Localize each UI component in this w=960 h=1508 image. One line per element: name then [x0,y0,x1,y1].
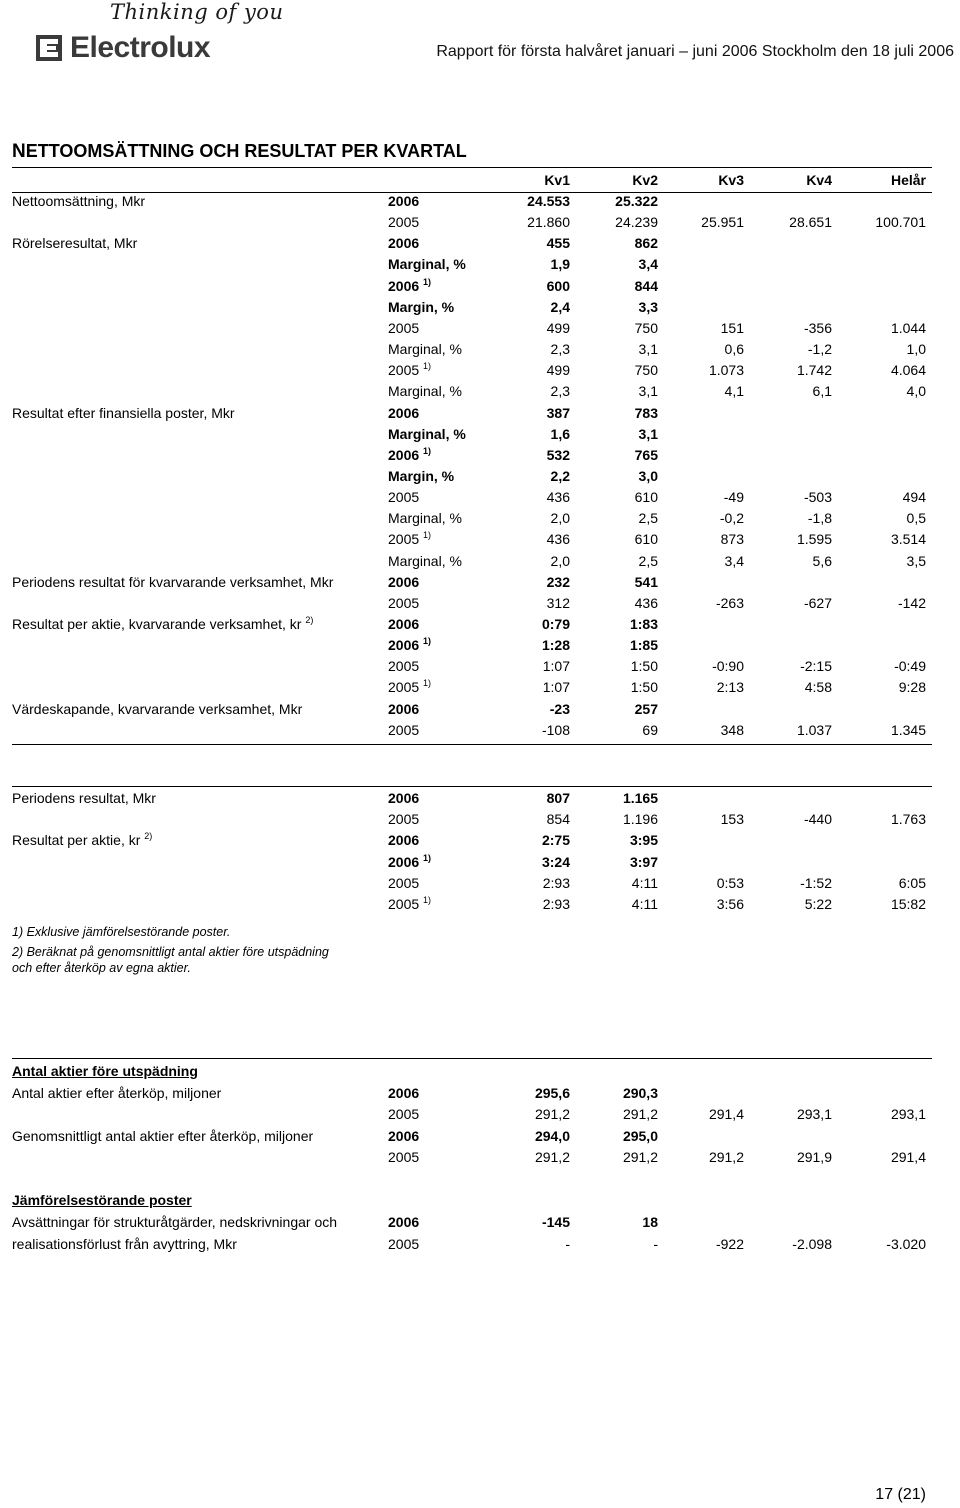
table-row [0,788,960,809]
cell-value: -0:49 [894,658,926,675]
cell-value: 1:85 [629,637,658,654]
cell-value: -3.020 [886,1235,926,1252]
cell-value: 100.701 [875,214,926,231]
footnotes [12,924,329,976]
cell-value: -922 [715,1235,744,1252]
section-title-rest: ETTOOMSÄTTNING OCH RESULTAT PER KVARTAL [25,141,467,161]
cell-value: 436 [546,531,570,548]
cell-value: 69 [642,721,658,738]
cell-value: -0:90 [712,658,744,675]
cell-value: -0,2 [719,510,744,527]
cell-value: 2:93 [542,896,570,912]
row-label: Periodens resultat, Mkr [12,790,156,806]
cell-value: 232 [546,573,570,590]
row-period: 2005 [388,721,420,738]
table-row [0,1104,960,1125]
cell-value: 25.322 [615,193,658,209]
cell-value: 1:07 [542,679,570,696]
table-row [0,809,960,830]
cell-value: - [653,1235,658,1252]
brand-wordmark: Electrolux [70,31,211,64]
cell-value: 0,6 [724,341,744,358]
row-period: 2006 $^{1)}$ [388,276,432,294]
cell-value: 854 [546,811,570,828]
cell-value: 1:28 [541,637,570,654]
cell-value: 18 [642,1214,658,1230]
table-row [0,381,960,402]
cell-value: 257 [634,700,658,717]
row-period: 2006 [388,1127,420,1144]
cell-value: 3,4 [724,552,744,569]
table-row [0,254,960,275]
divider [12,786,932,787]
cell-value: 293,1 [890,1106,926,1123]
tagline-text: Thinking of you [110,0,284,24]
footnote-1: 1) Exklusive jämförelsestörande poster. [12,925,231,939]
table-row [0,445,960,466]
cell-value: -108 [541,721,570,738]
row-period: 2006 [388,1085,420,1101]
row-period: 2005 [388,1106,420,1123]
row-label: Genomsnittligt antal aktier efter återköp, miljoner [12,1127,314,1144]
footnote-2a: 2) Beräknat på genomsnittligt antal aktier före utspädning [12,945,329,959]
cell-value: 1,6 [550,425,570,442]
cell-value: 3:97 [629,853,658,870]
cell-value: 5,6 [812,552,832,569]
cell-value: -263 [715,594,744,611]
cell-value: 3:95 [629,832,658,849]
cell-value: - [565,1235,570,1252]
row-label: realisationsförlust från avyttring, Mkr [12,1235,237,1252]
table-row [0,1212,960,1233]
table-row [0,720,960,741]
cell-value: 844 [634,277,658,294]
row-period: 2005 [388,594,420,611]
row-period: 2006 [388,832,420,849]
table-row [0,873,960,894]
cell-value: -440 [803,811,832,828]
cell-value: 3,1 [638,341,658,358]
row-period: 2005 [388,874,420,891]
cell-value: 1.742 [796,362,832,379]
cell-value: 291,2 [534,1148,570,1165]
cell-value: 0:79 [541,616,570,632]
cell-value: 151 [720,319,744,336]
cell-value: 3,1 [638,425,658,442]
cell-value: 4:11 [631,874,658,891]
cell-value: -2.098 [792,1235,832,1252]
table-row [0,276,960,297]
row-period: Marginal, % [388,383,462,400]
row-period: 2006 [388,193,420,209]
cell-value: 25.951 [701,214,744,231]
row-label: Värdeskapande, kvarvarande verksamhet, Mkr [12,700,303,717]
cell-value: 291,2 [708,1148,744,1165]
cell-value: 24.553 [527,193,570,209]
table-row [0,424,960,445]
cell-value: 2:75 [541,832,570,849]
table-row [0,360,960,381]
row-period: 2006 [388,235,420,252]
row-period: 2006 [388,404,420,421]
row-label: Avsättningar för strukturåtgärder, nedskrivningar och [12,1214,338,1230]
cell-value: 2,0 [550,552,570,569]
cell-value: 494 [902,489,926,506]
divider [12,1058,932,1059]
row-label: Periodens resultat för kvarvarande verksamhet, Mkr [12,573,334,590]
cell-value: 4,0 [906,383,926,400]
cell-value: 600 [546,277,570,294]
row-period: 2005 [388,1235,420,1252]
row-period: 2005 [388,811,420,828]
row-period: Margin, % [388,298,455,315]
row-period: 2005 [388,489,420,506]
cell-value: 3,4 [638,256,658,273]
cell-value: 2,2 [550,467,570,484]
cell-value: 436 [546,489,570,506]
cell-value: 290,3 [622,1085,658,1101]
cell-value: 15:82 [890,896,926,912]
cell-value: 6,1 [812,383,832,400]
report-title: Rapport för första halvåret januari – juni 2006 Stockholm den 18 juli 2006 [436,43,954,60]
row-period: 2006 $^{1)}$ [388,636,432,654]
row-period: 2005 $^{1)}$ [388,530,432,548]
divider [12,167,932,168]
cell-value: -356 [803,319,832,336]
row-period: 2006 [388,1214,420,1230]
row-period: 2005 $^{1)}$ [388,895,432,912]
cell-value: 1:83 [629,616,658,632]
row-period: 2006 [388,616,420,632]
cell-value: 3,5 [906,552,926,569]
column-header-helar: Helår [890,172,926,188]
row-period: Marginal, % [388,552,462,569]
cell-value: 3,1 [638,383,658,400]
row-period: 2006 [388,790,420,806]
cell-value: 291,2 [622,1106,658,1123]
cell-value: 1,0 [906,341,926,358]
cell-value: 0,5 [906,510,926,527]
row-period: Marginal, % [388,256,466,273]
row-period: 2006 $^{1)}$ [388,852,432,870]
cell-value: 3,3 [638,298,658,315]
cell-value: 1.763 [890,811,926,828]
items-affecting-comparability-title: Jämförelsestörande poster [12,1192,192,1208]
table-row [0,699,960,720]
cell-value: 1:07 [542,658,570,675]
cell-value: 4:11 [631,896,658,912]
cell-value: 5:22 [804,896,832,912]
cell-value: 312 [546,594,570,611]
cell-value: 295,0 [622,1127,658,1144]
table-row [0,466,960,487]
cell-value: 291,2 [622,1148,658,1165]
cell-value: 0:53 [716,874,744,891]
cell-value: 291,2 [534,1106,570,1123]
table-row [0,339,960,360]
cell-value: 3.514 [890,531,926,548]
cell-value: 291,4 [708,1106,744,1123]
table-row [0,677,960,698]
cell-value: 532 [546,446,570,463]
cell-value: 1.196 [622,811,658,828]
table-row [0,487,960,508]
row-period: 2005 [388,1148,420,1165]
cell-value: 541 [634,573,658,590]
cell-value: 1.595 [796,531,832,548]
cell-value: 1,9 [550,256,570,273]
row-period: 2005 $^{1)}$ [388,678,432,696]
row-period: Marginal, % [388,510,462,527]
cell-value: 765 [634,446,658,463]
cell-value: 4:58 [804,679,832,696]
cell-value: 2,3 [550,383,570,400]
cell-value: 499 [546,319,570,336]
cell-value: 1.037 [796,721,832,738]
table-row [0,212,960,233]
row-label: Rörelseresultat, Mkr [12,235,138,252]
row-label: Nettoomsättning, Mkr [12,193,146,209]
cell-value: 610 [634,489,658,506]
table-row [0,635,960,656]
row-period: 2005 [388,658,420,675]
cell-value: 455 [546,235,570,252]
row-period: 2005 [388,319,420,336]
cell-value: 873 [720,531,744,548]
row-period: Margin, % [388,467,455,484]
cell-value: -142 [897,594,926,611]
cell-value: 3:56 [716,896,744,912]
cell-value: 3:24 [541,853,570,870]
tagline-script [110,0,283,24]
table-row [0,894,960,915]
column-header-kv2: Kv2 [632,172,658,188]
table-row [0,233,960,254]
footnote-2b: och efter återköp av egna aktier. [12,961,191,975]
column-header-kv4: Kv4 [806,172,832,188]
row-label: Antal aktier efter återköp, miljoner [12,1085,222,1101]
cell-value: 436 [634,594,658,611]
cell-value: 4,1 [724,383,744,400]
cell-value: 1.073 [708,362,744,379]
cell-value: 499 [546,362,570,379]
cell-value: 293,1 [796,1106,832,1123]
cell-value: 24.239 [615,214,658,231]
cell-value: -23 [549,700,570,717]
cell-value: 294,0 [534,1127,570,1144]
cell-value: 1.044 [890,319,926,336]
cell-value: 1:50 [630,658,658,675]
cell-value: 28.651 [789,214,832,231]
column-header-kv1: Kv1 [544,172,570,188]
column-header-kv3: Kv3 [718,172,744,188]
cell-value: 387 [546,404,570,421]
row-period: Marginal, % [388,341,462,358]
cell-value: 2,5 [638,510,658,527]
cell-value: 783 [634,404,658,421]
cell-value: -1,2 [807,341,832,358]
electrolux-logo [36,30,210,66]
cell-value: -627 [803,594,832,611]
table-row [0,1126,960,1147]
cell-value: 295,6 [534,1085,570,1101]
cell-value: 2,4 [550,298,570,315]
cell-value: 21.860 [527,214,570,231]
section-title-initial: N [12,141,26,162]
table-row [0,297,960,318]
row-period: 2005 [388,214,420,231]
page-number: 17 (21) [875,1486,926,1503]
cell-value: -503 [803,489,832,506]
cell-value: 862 [634,235,658,252]
cell-value: 1.165 [622,790,658,806]
cell-value: 750 [634,362,658,379]
row-label: Resultat per aktie, kr $^{2)}$ [12,831,153,849]
shares-section-title: Antal aktier före utspädning [12,1063,198,1079]
cell-value: 2:13 [716,679,744,696]
table-row [0,551,960,572]
cell-value: 750 [634,319,658,336]
row-period: 2006 [388,700,420,717]
cell-value: -49 [723,489,744,506]
cell-value: 153 [720,811,744,828]
table-row [0,593,960,614]
table-row [0,656,960,677]
cell-value: 3,0 [638,467,658,484]
cell-value: 2,3 [550,341,570,358]
cell-value: 807 [546,790,570,806]
cell-value: 2:93 [542,874,570,891]
table-row [0,1083,960,1104]
table-row [0,1234,960,1255]
cell-value: 2,0 [550,510,570,527]
cell-value: 2,5 [638,552,658,569]
table-row [0,318,960,339]
cell-value: 1:50 [630,679,658,696]
cell-value: 4.064 [890,362,926,379]
cell-value: -2:15 [800,658,832,675]
cell-value: 9:28 [898,679,926,696]
cell-value: 6:05 [898,874,926,891]
section-title [12,141,467,163]
table-row [0,614,960,635]
row-period: 2005 $^{1)}$ [388,361,432,379]
row-period: 2006 $^{1)}$ [388,445,432,463]
cell-value: -1:52 [800,874,832,891]
cell-value: 610 [634,531,658,548]
cell-value: -1,8 [807,510,832,527]
table-row [0,403,960,424]
table-row [0,572,960,593]
table-row [0,508,960,529]
table-row [0,1147,960,1168]
divider [12,744,932,745]
table-row [0,191,960,212]
electrolux-logo-icon [36,35,62,61]
cell-value: 348 [720,721,744,738]
table-row [0,529,960,550]
table-row [0,852,960,873]
cell-value: 291,9 [796,1148,832,1165]
cell-value: -145 [541,1214,570,1230]
row-period: 2006 [388,573,420,590]
row-label: Resultat efter finansiella poster, Mkr [12,404,235,421]
row-period: Marginal, % [388,425,466,442]
row-label: Resultat per aktie, kvarvarande verksamhet, kr $^{2)}$ [12,615,314,632]
cell-value: 291,4 [890,1148,926,1165]
cell-value: 1.345 [890,721,926,738]
table-row [0,830,960,851]
